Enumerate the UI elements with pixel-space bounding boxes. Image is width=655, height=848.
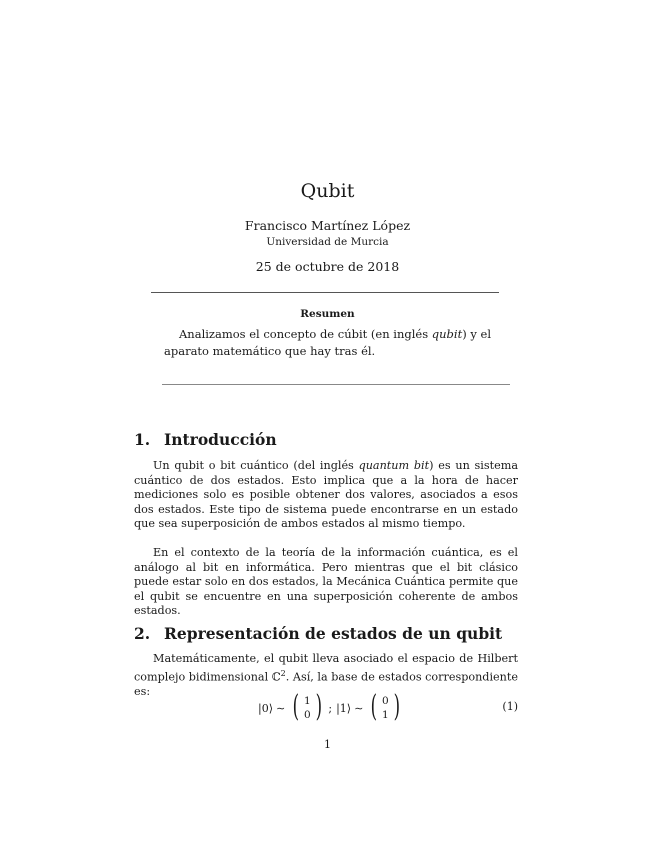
vector-one: ( 0 1 ): [370, 688, 400, 724]
section-heading-introduccion: 1. Introducción: [134, 430, 277, 449]
section-heading-representacion: 2. Representación de estados de un qubit: [134, 624, 503, 643]
equation-basis-states: [134, 688, 518, 724]
paragraph-representation: Matemáticamente, el qubit lleva asociado el espacio de Hilbert complejo bidimensional ℂ$^2$. Así, la base de estados correspondiente es:: [134, 652, 518, 698]
paragraph-intro-2: En el contexto de la teoría de la información cuántica, es el análogo al bit en informática. Pero mientras que el bit clásico puede estar solo en dos estados, la Mecánica Cuántica permite que el qubit se encuentre en una superposición coherente de ambos estados.: [134, 546, 518, 618]
paper-title: Qubit: [300, 180, 355, 202]
author-name: Francisco Martínez López: [244, 218, 411, 233]
page-number: 1: [324, 738, 331, 751]
ket-zero: |0⟩: [258, 701, 273, 715]
sim-symbol: ∼: [276, 701, 286, 715]
vector-zero: ( 1 0 ): [292, 688, 322, 724]
affiliation: Universidad de Murcia: [266, 236, 389, 248]
top-divider: [151, 292, 499, 293]
abstract-heading: Resumen: [300, 308, 355, 320]
ket-one: |1⟩: [336, 701, 352, 715]
separator: ;: [328, 701, 333, 715]
sim-symbol: ∼: [354, 701, 364, 715]
equation-number: (1): [502, 700, 518, 713]
date: 25 de octubre de 2018: [255, 259, 400, 274]
bottom-divider: [162, 384, 510, 385]
abstract-text: Analizamos el concepto de cúbit (en inglés qubit) y el aparato matemático que hay tras él.: [164, 327, 491, 358]
paragraph-intro-1: Un qubit o bit cuántico (del inglés quantum bit) es un sistema cuántico de dos estados. Esto implica que a la hora de hacer mediciones solo es posible obtener dos valores, asociados a esos dos estados. Este tipo de sistema puede encontrarse en un estado que sea superposición de ambos estados al mismo tiempo.: [134, 459, 518, 531]
